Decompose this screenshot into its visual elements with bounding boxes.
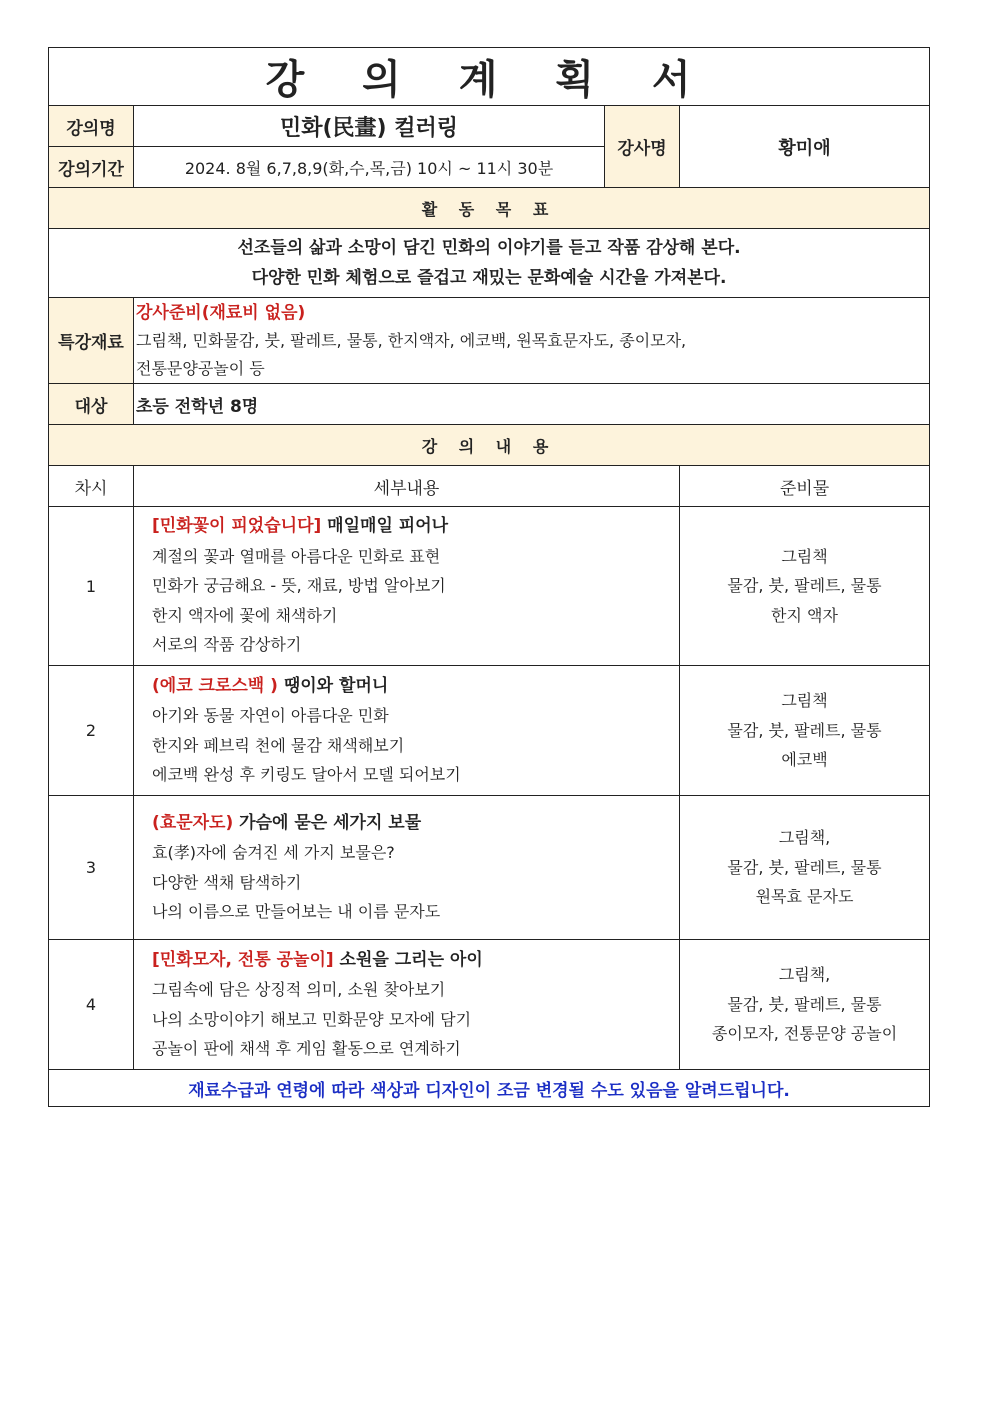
session-title — [152, 512, 679, 542]
session-line: 서로의 작품 감상하기 — [152, 635, 302, 655]
session-subtitle: 매일매일 피어나 — [321, 516, 449, 537]
materials-line: 전통문양공놀이 등 — [136, 358, 265, 378]
session-subtitle: 가슴에 묻은 세가지 보물 — [233, 812, 422, 833]
session-line: 공놀이 판에 채색 후 게임 활동으로 연계하기 — [152, 1039, 461, 1058]
footer-notice: 재료수급과 연령에 따라 색상과 디자인이 조금 변경될 수도 있음을 알려드립니다. — [49, 1070, 930, 1107]
session-line: 한지와 페브릭 천에 물감 채색해보기 — [152, 735, 405, 755]
session-line: 아기와 동물 자연이 아름다운 민화 — [152, 706, 389, 725]
session-column-header: 차시 — [49, 466, 134, 507]
session-line: 나의 소망이야기 해보고 민화문양 모자에 담기 — [152, 1009, 472, 1029]
session-line: 나의 이름으로 만들어보는 내 이름 문자도 — [152, 902, 441, 921]
session-number: 2 — [49, 666, 134, 796]
session-title — [152, 672, 679, 702]
instructor-label: 강사명 — [605, 106, 680, 188]
session-number: 3 — [49, 796, 134, 940]
prep-line: 에코백 — [781, 750, 828, 770]
prep-line: 그림책, — [778, 965, 831, 985]
prep-line: 그림책 — [781, 691, 828, 711]
prep-line: 그림책, — [778, 828, 831, 848]
instructor-name: 황미애 — [680, 106, 930, 188]
materials-label: 특강재료 — [49, 298, 134, 384]
session-detail — [134, 796, 680, 940]
session-subtitle: 소원을 그리는 아이 — [333, 949, 483, 970]
prep-line: 물감, 붓, 팔레트, 물통 — [727, 720, 882, 740]
session-title — [152, 809, 679, 839]
materials-note: 강사준비(재료비 없음) — [136, 302, 306, 323]
prep-line: 종이모자, 전통문양 공놀이 — [711, 1024, 898, 1044]
session-detail — [134, 666, 680, 796]
prep-line: 한지 액자 — [771, 605, 838, 625]
detail-column-header: 세부내용 — [134, 466, 680, 507]
prep-line: 물감, 붓, 팔레트, 물통 — [727, 576, 882, 596]
goal-header: 활 동 목 표 — [49, 188, 930, 229]
session-tag: [민화꽃이 피었습니다] — [152, 516, 322, 537]
period-label: 강의기간 — [49, 147, 134, 188]
prep-line: 그림책 — [781, 546, 828, 566]
session-line: 다양한 색채 탐색하기 — [152, 872, 302, 892]
target-label: 대상 — [49, 384, 134, 425]
session-number: 1 — [49, 507, 134, 666]
session-line: 효(孝)자에 숨겨진 세 가지 보물은? — [152, 843, 395, 862]
content-header: 강 의 내 용 — [49, 425, 930, 466]
lecture-period: 2024. 8월 6,7,8,9(화,수,목,금) 10시 ~ 11시 30분 — [134, 147, 605, 188]
session-detail — [134, 940, 680, 1070]
goal-line: 선조들의 삶과 소망이 담긴 민화의 이야기를 듣고 작품 감상해 본다. — [237, 238, 741, 258]
session-tag: [민화모자, 전통 공놀이] — [152, 949, 334, 970]
materials-cell — [134, 298, 930, 384]
session-line: 민화가 궁금해요 - 뜻, 재료, 방법 알아보기 — [152, 576, 446, 596]
session-subtitle: 땡이와 할머니 — [277, 675, 389, 696]
lecture-plan-table — [48, 47, 930, 1107]
prep-line: 물감, 붓, 팔레트, 물통 — [727, 857, 882, 877]
session-tag: (효문자도) — [152, 812, 234, 833]
session-prep — [680, 507, 930, 666]
session-line: 에코백 완성 후 키링도 달아서 모델 되어보기 — [152, 765, 461, 784]
prep-column-header: 준비물 — [680, 466, 930, 507]
session-prep — [680, 796, 930, 940]
session-line: 한지 액자에 꽃에 채색하기 — [152, 605, 338, 625]
session-prep — [680, 666, 930, 796]
materials-line: 그림책, 민화물감, 붓, 팔레트, 물통, 한지액자, 에코백, 원목효문자도, 종이모자, — [136, 330, 687, 350]
lecture-name-label: 강의명 — [49, 106, 134, 147]
target-value: 초등 전학년 8명 — [134, 384, 930, 425]
goal-line: 다양한 민화 체험으로 즐겁고 재밌는 문화예술 시간을 가져본다. — [251, 268, 727, 288]
session-tag: (에코 크로스백 ) — [152, 675, 278, 696]
lecture-name: 민화(民畫) 컬러링 — [134, 106, 605, 147]
session-line: 그림속에 담은 상징적 의미, 소원 찾아보기 — [152, 980, 446, 999]
prep-line: 물감, 붓, 팔레트, 물통 — [727, 994, 882, 1014]
prep-line: 원목효 문자도 — [755, 887, 854, 907]
goal-text — [49, 229, 930, 298]
session-number: 4 — [49, 940, 134, 1070]
session-title — [152, 946, 679, 976]
page-title: 강 의 계 획 서 — [49, 48, 930, 106]
session-detail — [134, 507, 680, 666]
session-prep — [680, 940, 930, 1070]
session-line: 계절의 꽃과 열매를 아름다운 민화로 표현 — [152, 546, 441, 566]
